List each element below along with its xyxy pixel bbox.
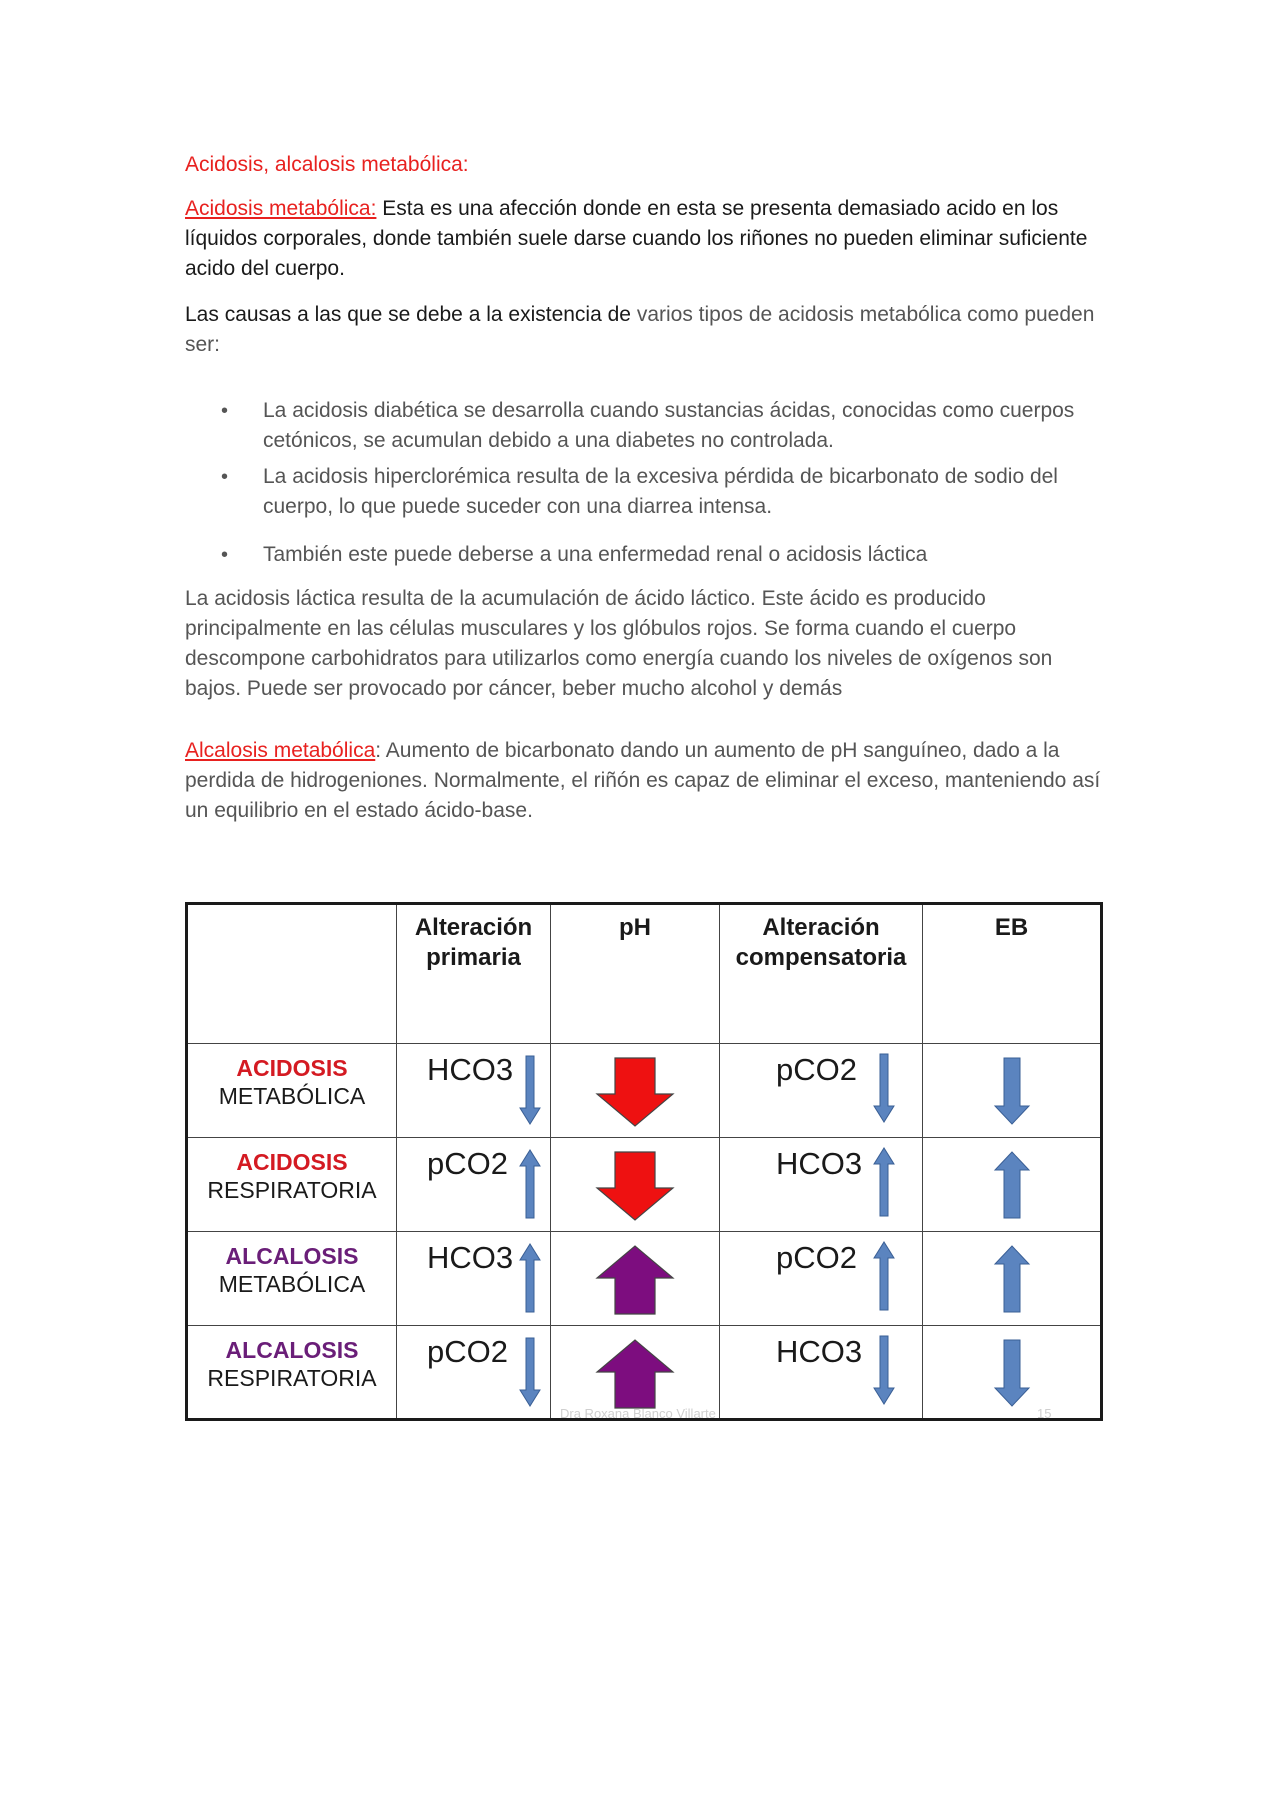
acid-base-table [185,902,1103,1421]
row-label-cell [187,1232,397,1326]
table-row [187,1138,1102,1232]
bullet-icon: • [221,544,229,566]
primary-cell [397,1044,551,1138]
list-item [185,462,1105,522]
ph-cell-content [551,1232,719,1325]
eb-cell [923,1326,1102,1420]
paragraph-alcalosis-text: : Aumento de bicarbonato dando un aumento de pH sanguíneo, dado a la perdida de hidrogeniones. Normalmente, el riñón es capaz de eliminar el exceso, manteniendo así un equilibrio en el estado ácido-base. [185,739,1101,822]
bullet-icon: • [221,400,229,422]
primary-gas-label: pCO2 [427,1334,508,1369]
eb-cell [923,1232,1102,1326]
acid-base-table-figure [185,902,1100,1421]
primary-gas-label: HCO3 [427,1052,514,1087]
row-label-cell [187,1326,397,1420]
causes-list [185,396,1105,570]
eb-cell [923,1138,1102,1232]
ph-up-arrow-icon [595,1244,675,1316]
header-primary-line2: primaria [426,944,521,971]
eb-cell-content [923,1044,1100,1137]
header-comp-line2: compensatoria [735,944,907,971]
compensatory-up-arrow-icon [872,1240,896,1312]
row-label-cell [187,1044,397,1138]
compensatory-cell-content [720,1232,922,1325]
document-body [185,150,1105,826]
bullet-icon: • [221,466,229,488]
primary-up-arrow-icon [518,1148,542,1220]
header-compensatory [720,904,923,1044]
ph-cell-content [551,1326,719,1418]
row-label-cell [187,1138,397,1232]
row-label-condition: ALCALOSIS [225,1337,359,1363]
footer-author: Dra Roxana Blanco Villarte [560,1406,716,1421]
compensatory-cell-content [720,1138,922,1231]
compensatory-down-arrow-icon [872,1052,896,1124]
header-ph [551,904,720,1044]
eb-cell-content [923,1326,1100,1418]
row-label-type: RESPIRATORIA [207,1177,377,1203]
primary-cell-content [397,1138,550,1231]
row-label-type: METABÓLICA [218,1083,366,1109]
table-row [187,1232,1102,1326]
table-row [187,1044,1102,1138]
compensatory-cell-content [720,1326,922,1418]
primary-gas-label: HCO3 [427,1240,514,1275]
primary-cell [397,1326,551,1420]
causas-dark-text: Las causas a las que se debe a la existencia de [185,303,637,326]
header-ph-label: pH [619,914,651,941]
ph-down-arrow-icon [595,1056,675,1128]
row-label-condition: ACIDOSIS [236,1149,348,1175]
causas-gray-text: varios tipos de acidosis metabólica como pueden ser: [185,303,1095,356]
list-item-text: La acidosis diabética se desarrolla cuando sustancias ácidas, conocidas como cuerpos cetónicos, se acumulan debido a una diabetes no controlada. [263,399,1075,452]
row-label-condition: ACIDOSIS [236,1055,348,1081]
footer-page-number: 15 [1037,1406,1052,1421]
ph-cell-content [551,1044,719,1137]
eb-down-arrow-icon [993,1338,1031,1408]
header-empty [187,904,397,1044]
compensatory-cell [720,1326,923,1420]
compensatory-gas-label: HCO3 [776,1146,863,1181]
row-label-condition: ALCALOSIS [225,1243,359,1269]
row-label-type: RESPIRATORIA [207,1365,377,1391]
eb-cell-content [923,1232,1100,1325]
compensatory-gas-label: pCO2 [776,1240,857,1275]
list-item-text: La acidosis hiperclorémica resulta de la excesiva pérdida de bicarbonato de sodio del cuerpo, lo que puede suceder con una diarrea intensa. [263,465,1058,518]
compensatory-gas-label: HCO3 [776,1334,863,1369]
list-item-text: También este puede deberse a una enfermedad renal o acidosis láctica [263,543,928,566]
compensatory-cell-content [720,1044,922,1137]
compensatory-cell [720,1044,923,1138]
header-primary-line1: Alteración [414,914,533,941]
term-acidosis-metabolica: Acidosis metabólica: [185,197,377,220]
primary-up-arrow-icon [518,1242,542,1314]
paragraph-acidosis-text: Esta es una afección donde en esta se presenta demasiado acido en los líquidos corporales, donde también suele darse cuando los riñones no pueden eliminar suficiente acido del cuerpo. [185,197,1088,280]
term-alcalosis-metabolica: Alcalosis metabólica [185,739,376,762]
primary-down-arrow-icon [518,1336,542,1408]
paragraph-alcalosis-metabolica [185,736,1105,826]
ph-cell [551,1044,720,1138]
section-heading: Acidosis, alcalosis metabólica: [185,153,469,176]
compensatory-cell [720,1232,923,1326]
list-item [185,540,1105,570]
row-label-type: METABÓLICA [218,1271,366,1297]
primary-cell [397,1232,551,1326]
primary-cell [397,1138,551,1232]
ph-up-arrow-icon [595,1338,675,1410]
compensatory-down-arrow-icon [872,1334,896,1406]
primary-cell-content [397,1044,550,1137]
list-item [185,396,1105,456]
header-eb [923,904,1102,1044]
ph-down-arrow-icon [595,1150,675,1222]
primary-gas-label: pCO2 [427,1146,508,1181]
ph-cell [551,1138,720,1232]
paragraph-acidosis-lactica: La acidosis láctica resulta de la acumulación de ácido láctico. Este ácido es producido principalmente en las células musculares y los glóbulos rojos. Se forma cuando el cuerpo descompone carbohidratos para utilizarlos como energía cuando los niveles de oxígenos son bajos. Puede ser provocado por cáncer, beber mucho alcohol y demás [185,587,1053,700]
eb-up-arrow-icon [993,1244,1031,1314]
ph-cell-content [551,1138,719,1231]
eb-down-arrow-icon [993,1056,1031,1126]
primary-cell-content [397,1326,550,1418]
header-primary [397,904,551,1044]
compensatory-cell [720,1138,923,1232]
paragraph-acidosis-metabolica [185,194,1105,284]
primary-cell-content [397,1232,550,1325]
eb-cell-content [923,1138,1100,1231]
paragraph-causas [185,300,1105,360]
header-comp-line1: Alteración [762,914,880,941]
header-eb-label: EB [994,914,1029,941]
compensatory-gas-label: pCO2 [776,1052,857,1087]
ph-cell [551,1232,720,1326]
eb-cell [923,1044,1102,1138]
eb-up-arrow-icon [993,1150,1031,1220]
table-header-row [187,904,1102,1044]
primary-down-arrow-icon [518,1054,542,1126]
compensatory-up-arrow-icon [872,1146,896,1218]
